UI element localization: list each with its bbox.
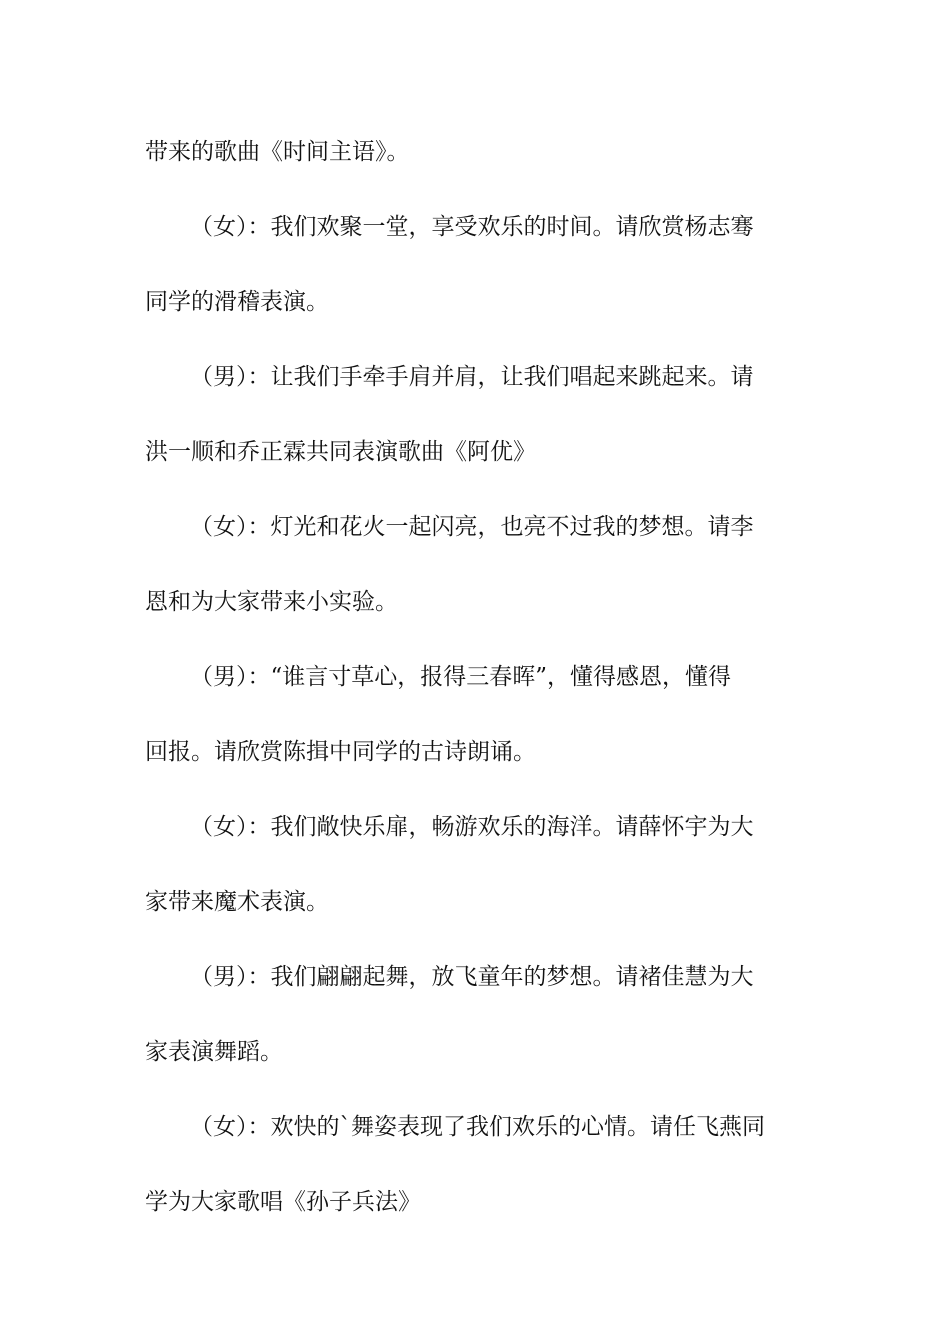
text-line: （女）：我们敞快乐扉，畅游欢乐的海洋。请薛怀宇为大 xyxy=(190,814,754,840)
text-line: 学为大家歌唱《孙子兵法》 xyxy=(145,1189,421,1215)
text-line: （女）：我们欢聚一堂，享受欢乐的时间。请欣赏杨志骞 xyxy=(190,214,754,240)
text-line: （女）：灯光和花火一起闪亮，也亮不过我的梦想。请李 xyxy=(190,514,754,540)
text-line: 恩和为大家带来小实验。 xyxy=(145,589,398,615)
text-line: 家表演舞蹈。 xyxy=(145,1039,283,1065)
text-line: 回报。请欣赏陈揖中同学的古诗朗诵。 xyxy=(145,739,536,765)
text-line: （男）：我们翩翩起舞，放飞童年的梦想。请褚佳慧为大 xyxy=(190,964,754,990)
text-line: 家带来魔术表演。 xyxy=(145,889,329,915)
text-line: 洪一顺和乔正霖共同表演歌曲《阿优》 xyxy=(145,439,536,465)
text-line: 同学的滑稽表演。 xyxy=(145,289,329,315)
text-line: （男）：“谁言寸草心，报得三春晖”，懂得感恩，懂得 xyxy=(190,664,732,690)
text-line: 带来的歌曲《时间主语》。 xyxy=(145,139,410,165)
text-line: （男）：让我们手牵手肩并肩，让我们唱起来跳起来。请 xyxy=(190,364,754,390)
text-line: （女）：欢快的`舞姿表现了我们欢乐的心情。请任飞燕同 xyxy=(190,1114,765,1140)
